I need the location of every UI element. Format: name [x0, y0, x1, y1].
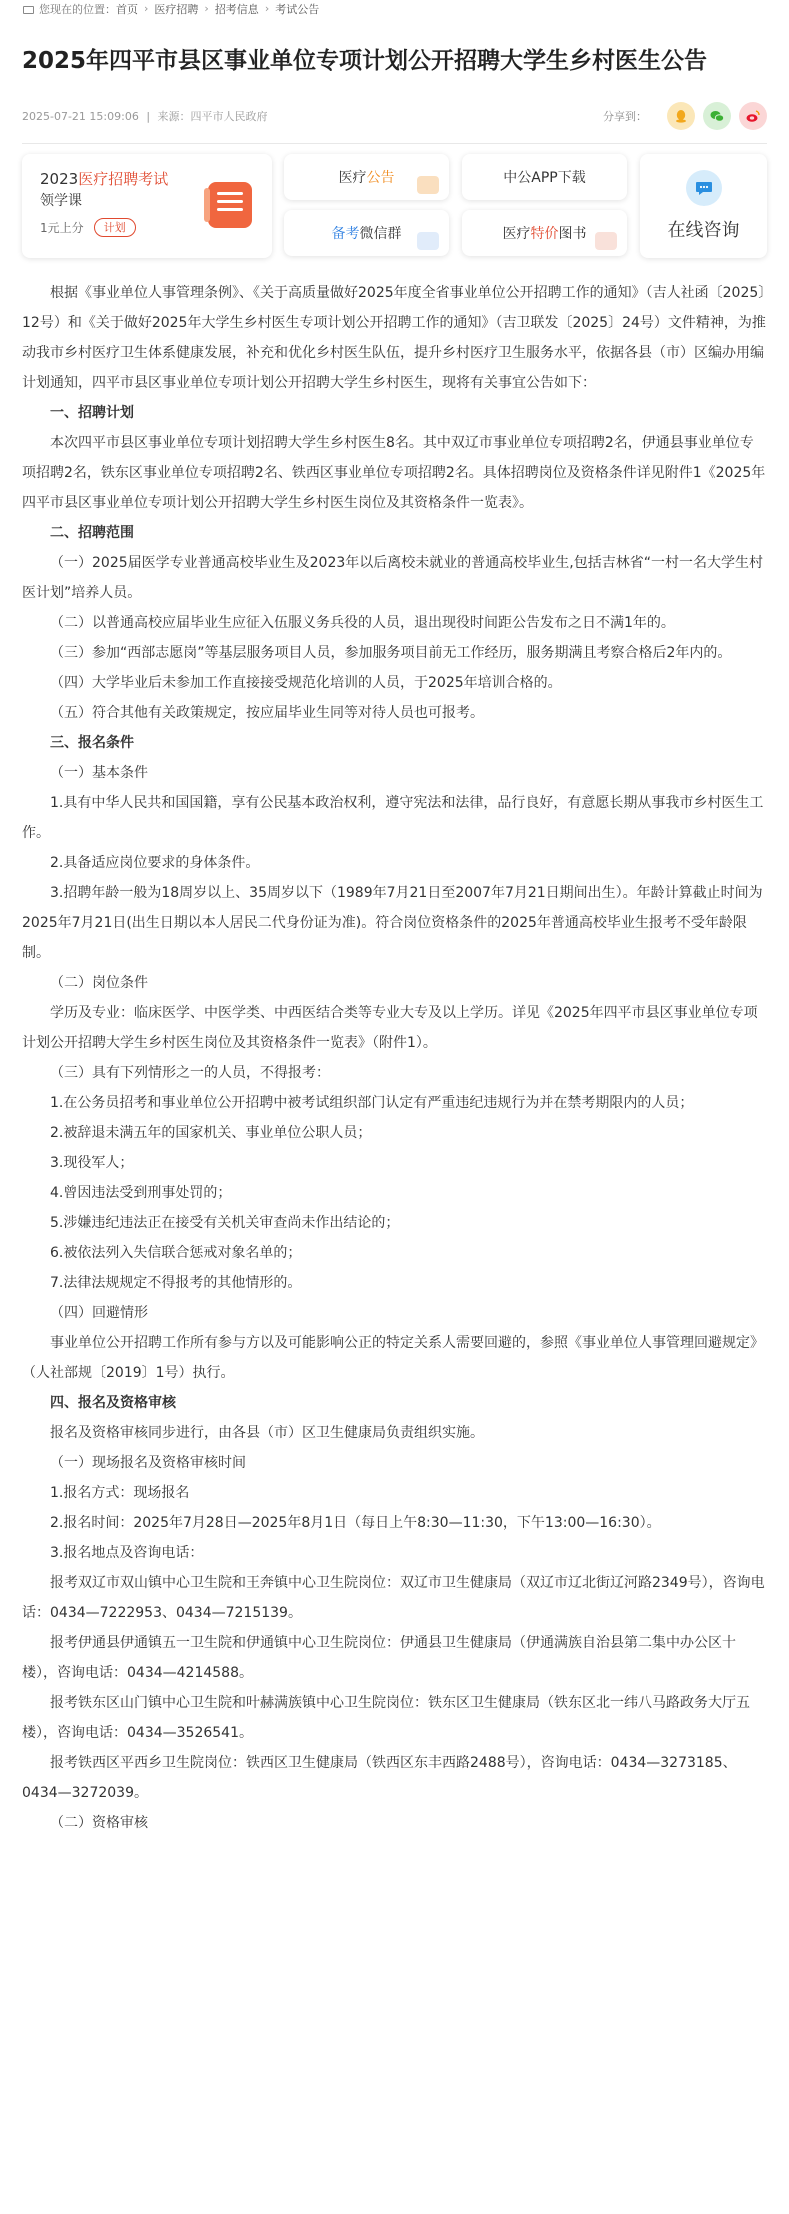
course-title: [40, 168, 168, 189]
section-heading: 二、招聘范围: [50, 525, 134, 541]
course-year: 2023: [40, 170, 79, 188]
online-consult-card[interactable]: [640, 154, 767, 258]
article-paragraph: （二）以普通高校应届毕业生应征入伍服义务兵役的人员，退出现役时间距公告发布之日不满1年的。: [50, 615, 675, 631]
article-paragraph: 4.曾因违法受到刑事处罚的；: [50, 1185, 232, 1201]
tile-highlight: 特价: [530, 226, 559, 242]
article-paragraph: （二）岗位条件: [50, 975, 148, 991]
book-icon: [208, 182, 252, 228]
article-paragraph: （四）大学毕业后未参加工作直接接受规范化培训的人员，于2025年培训合格的。: [50, 675, 562, 691]
article-paragraph: 2.具备适应岗位要求的身体条件。: [50, 855, 260, 871]
chat-bubble-icon: [694, 178, 714, 198]
article-meta: [22, 99, 767, 133]
qq-icon: [673, 108, 689, 124]
online-consult-label: 在线咨询: [667, 220, 740, 241]
article-paragraph: 7.法律法规规定不得报考的其他情形的。: [50, 1275, 302, 1291]
wechat-icon: [709, 108, 725, 124]
breadcrumb-exam-info[interactable]: 招考信息: [214, 2, 259, 16]
article-paragraph: 3.报名地点及咨询电话：: [50, 1545, 204, 1561]
breadcrumb-separator: ›: [264, 2, 270, 15]
article-paragraph: （二）资格审核: [50, 1815, 148, 1831]
section-heading: 四、报名及资格审核: [50, 1395, 176, 1411]
breadcrumb-prefix: 您现在的位置：: [39, 2, 116, 16]
book-stack-icon: [595, 232, 617, 250]
discount-book-tile[interactable]: [462, 210, 627, 256]
chat-icon: [686, 170, 722, 206]
section-heading: 三、报名条件: [50, 735, 134, 751]
breadcrumb: [0, 0, 789, 17]
article-paragraph: 5.涉嫌违纪违法正在接受有关机关审查尚未作出结论的；: [50, 1215, 400, 1231]
weibo-icon: [745, 108, 761, 124]
course-highlight: 医疗招聘考试: [78, 170, 169, 188]
article-paragraph: （四）回避情形: [50, 1305, 148, 1321]
article-paragraph: （一）基本条件: [50, 765, 148, 781]
promo-panel: [22, 154, 767, 262]
article-paragraph: 报考铁东区山门镇中心卫生院和叶赫满族镇中心卫生院岗位：铁东区卫生健康局（铁东区北一纬八马路政务大厅五楼），咨询电话：0434—3526541。: [22, 1695, 750, 1741]
meta-separator: |: [146, 110, 151, 123]
article-paragraph: 报名及资格审核同步进行，由各县（市）区卫生健康局负责组织实施。: [50, 1425, 484, 1441]
page-title: 2025年四平市县区事业单位专项计划公开招聘大学生乡村医生公告: [22, 48, 708, 74]
article-paragraph: 学历及专业：临床医学、中医学类、中西医结合类等专业大专及以上学历。详见《2025年四平市县区事业单位专项计划公开招聘大学生乡村医生岗位及其资格条件一览表》（附件1）。: [22, 1005, 758, 1051]
article-body: [0, 278, 789, 1838]
qq-share-button[interactable]: [667, 102, 695, 130]
article-paragraph: 1.在公务员招考和事业单位公开招聘中被考试组织部门认定有严重违纪违规行为并在禁考期限内的人员；: [50, 1095, 694, 1111]
course-price: 1元上分: [40, 221, 84, 235]
wechat-share-button[interactable]: [703, 102, 731, 130]
article-paragraph: 报考双辽市双山镇中心卫生院和王奔镇中心卫生院岗位：双辽市卫生健康局（双辽市辽北街辽河路2349号），咨询电话：0434—7222953、0434—7215139。: [22, 1575, 765, 1621]
weibo-share-button[interactable]: [739, 102, 767, 130]
article-paragraph: 3.现役军人；: [50, 1155, 134, 1171]
meta-left: [22, 108, 272, 124]
location-icon: [22, 4, 34, 14]
article-paragraph: （三）参加“西部志愿岗”等基层服务项目人员，参加服务项目前无工作经历，服务期满且考察合格后2年内的。: [50, 645, 732, 661]
section-heading: 一、招聘计划: [50, 405, 134, 421]
breadcrumb-exam-notice[interactable]: 考试公告: [275, 2, 320, 16]
breadcrumb-home[interactable]: 首页: [116, 2, 138, 16]
article-paragraph: 1.报名方式：现场报名: [50, 1485, 190, 1501]
course-subtitle: 领学课: [40, 193, 82, 209]
share-bar: [603, 102, 767, 130]
tile-highlight: 公告: [366, 170, 395, 186]
plan-badge[interactable]: 计划: [94, 218, 136, 237]
tile-text: 医疗: [502, 226, 531, 242]
course-price-row: [40, 218, 136, 237]
tile-text: 医疗: [338, 170, 367, 186]
publish-date: 2025-07-21 15:09:06: [22, 110, 139, 123]
article-paragraph: （一）现场报名及资格审核时间: [50, 1455, 246, 1471]
meta-divider: [22, 143, 767, 144]
breadcrumb-separator: ›: [204, 2, 209, 15]
article-paragraph: （三）具有下列情形之一的人员，不得报考：: [50, 1065, 330, 1081]
article-paragraph: 6.被依法列入失信联合惩戒对象名单的；: [50, 1245, 302, 1261]
tile-text: 微信群: [359, 226, 402, 242]
breadcrumb-medical-recruit[interactable]: 医疗招聘: [154, 2, 199, 16]
article-paragraph: 1.具有中华人民共和国国籍，享有公民基本政治权利，遵守宪法和法律，品行良好，有意愿长期从事我市乡村医生工作。: [22, 795, 764, 841]
article-paragraph: 3.招聘年龄一般为18周岁以上、35周岁以下（1989年7月21日至2007年7月21日期间出生）。年龄计算截止时间为2025年7月21日(出生日期以本人居民二代身份证为准)。符合岗位资格条件的2025年普通高校毕业生报考不受年龄限制。: [22, 885, 763, 961]
breadcrumb-separator: ›: [144, 2, 149, 15]
person-icon: [417, 176, 439, 194]
tile-text: 中公APP下载: [503, 170, 586, 186]
article-paragraph: 2.被辞退未满五年的国家机关、事业单位公职人员；: [50, 1125, 372, 1141]
article-paragraph: 报考伊通县伊通镇五一卫生院和伊通镇中心卫生院岗位：伊通县卫生健康局（伊通满族自治县第二集中办公区十楼），咨询电话：0434—4214588。: [22, 1635, 736, 1681]
tile-highlight: 备考: [331, 226, 360, 242]
article-paragraph: 本次四平市县区事业单位专项计划招聘大学生乡村医生8名。其中双辽市事业单位专项招聘2名，伊通县事业单位专项招聘2名，铁东区事业单位专项招聘2名、铁西区事业单位专项招聘2名。具体招聘岗位及资格条件详见附件1《2025年四平市县区事业单位专项计划公开招聘大学生乡村医生岗位及其资格条件一览表》。: [22, 435, 766, 511]
article-paragraph: （一）2025届医学专业普通高校毕业生及2023年以后离校未就业的普通高校毕业生,包括吉林省“一村一名大学生村医计划”培养人员。: [22, 555, 763, 601]
article-source: 来源：四平市人民政府: [157, 110, 268, 123]
medical-notice-tile[interactable]: [284, 154, 449, 200]
article-paragraph: 根据《事业单位人事管理条例》、《关于高质量做好2025年度全省事业单位公开招聘工作的通知》（吉人社函〔2025〕12号）和《关于做好2025年大学生乡村医生专项计划公开招聘工作的通知》（吉卫联发〔2025〕24号）文件精神，为推动我市乡村医疗卫生体系健康发展，补充和优化乡村医生队伍，提升乡村医疗卫生服务水平，依据各县（市）区编办用编计划通知，四平市县区事业单位专项计划公开招聘大学生乡村医生，现将有关事宜公告如下：: [22, 285, 766, 391]
app-download-tile[interactable]: [462, 154, 627, 200]
article-paragraph: 事业单位公开招聘工作所有参与方以及可能影响公正的特定关系人需要回避的，参照《事业单位人事管理回避规定》（人社部规〔2019〕1号）执行。: [22, 1335, 764, 1381]
chat-bubble-icon: [417, 232, 439, 250]
tile-text: 图书: [558, 226, 587, 242]
article-paragraph: （五）符合其他有关政策规定，按应届毕业生同等对待人员也可报考。: [50, 705, 484, 721]
course-promo-card[interactable]: [22, 154, 272, 258]
article-paragraph: 2.报名时间：2025年7月28日—2025年8月1日（每日上午8:30—11:30，下午13:00—16:30）。: [50, 1515, 661, 1531]
share-label: 分享到：: [603, 110, 647, 123]
wechat-group-tile[interactable]: [284, 210, 449, 256]
article-paragraph: 报考铁西区平西乡卫生院岗位：铁西区卫生健康局（铁西区东丰西路2488号），咨询电话：0434—3273185、0434—3272039。: [22, 1755, 737, 1801]
